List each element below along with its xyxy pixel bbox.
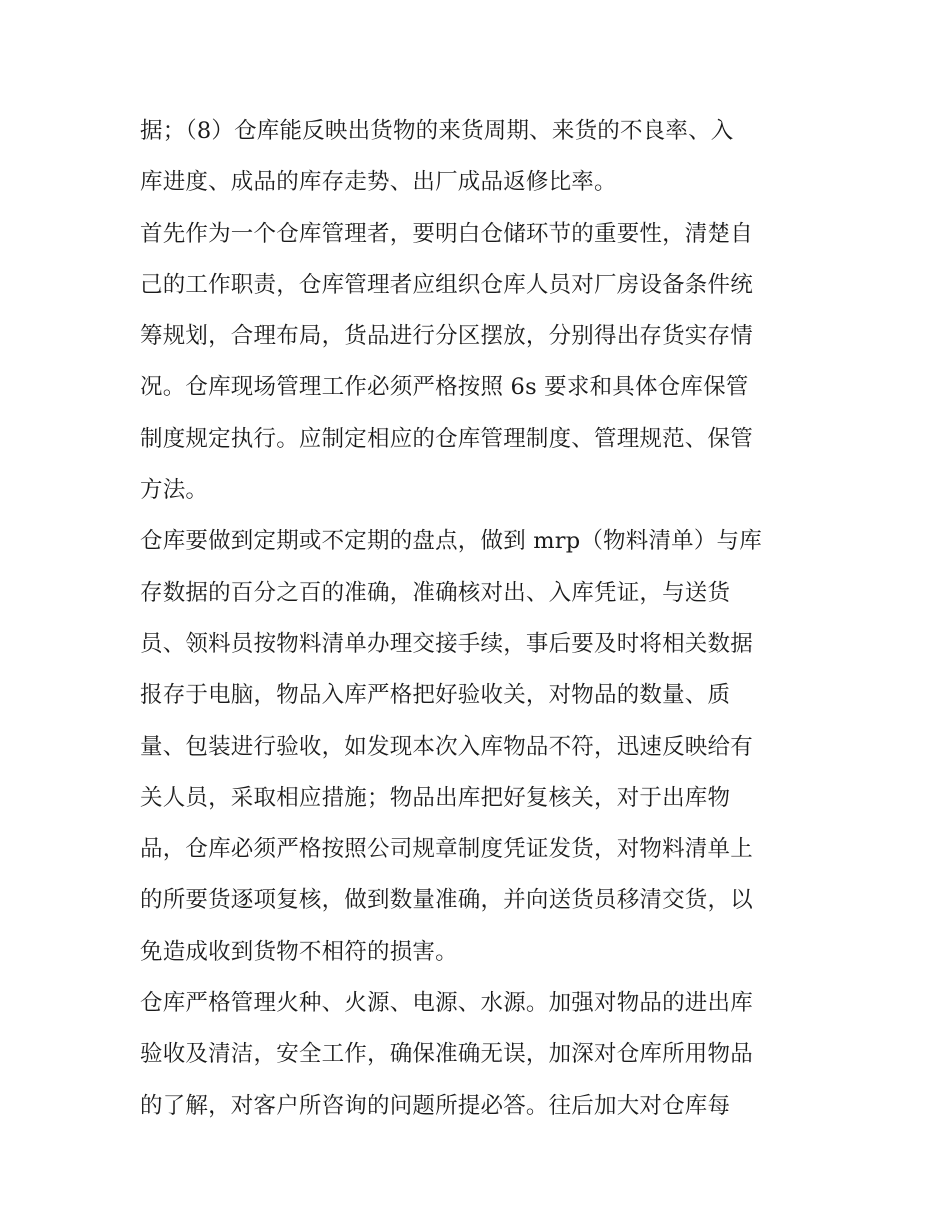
text-line: 量、包装进行验收，如发现本次入库物品不符，迅速反映给有 xyxy=(140,733,753,760)
text-line: 存数据的百分之百的准确，准确核对出、入库凭证，与送货 xyxy=(140,579,731,606)
document-body xyxy=(140,106,820,1132)
text-line: 己的工作职责，仓库管理者应组织仓库人员对厂房设备条件统 xyxy=(140,271,753,298)
paragraph xyxy=(140,516,820,978)
text-line: 关人员，采取相应措施；物品出库把好复核关，对于出库物 xyxy=(140,784,731,811)
text-line: 验收及清洁，安全工作，确保准确无误，加深对仓库所用物品 xyxy=(140,1041,753,1068)
text-line: 筹规划，合理布局，货品进行分区摆放，分别得出存货实存情 xyxy=(140,323,753,350)
text-line: 免造成收到货物不相符的损害。 xyxy=(140,938,458,965)
text-line: 仓库严格管理火种、火源、电源、水源。加强对物品的进出库 xyxy=(140,990,753,1017)
text-line: 仓库要做到定期或不定期的盘点，做到 mrp（物料清单）与库 xyxy=(140,528,762,555)
text-line: 员、领料员按物料清单办理交接手续，事后要及时将相关数据 xyxy=(140,630,753,657)
text-line: 的所要货逐项复核，做到数量准确，并向送货员移清交货，以 xyxy=(140,887,753,914)
paragraph xyxy=(140,209,820,517)
text-line: 首先作为一个仓库管理者，要明白仓储环节的重要性，清楚自 xyxy=(140,220,753,247)
text-line: 方法。 xyxy=(140,477,209,504)
text-line: 的了解，对客户所咨询的问题所提必答。往后加大对仓库每 xyxy=(140,1092,731,1119)
text-line: 制度规定执行。应制定相应的仓库管理制度、管理规范、保管 xyxy=(140,425,753,452)
text-line: 况。仓库现场管理工作必须严格按照 6s 要求和具体仓库保管 xyxy=(140,374,749,401)
text-line: 品，仓库必须严格按照公司规章制度凭证发货，对物料清单上 xyxy=(140,836,753,863)
paragraph xyxy=(140,106,820,209)
text-line: 据；（8）仓库能反映出货物的来货周期、来货的不良率、入 xyxy=(140,118,734,144)
paragraph xyxy=(140,978,820,1132)
text-line: 库进度、成品的库存走势、出厂成品返修比率。 xyxy=(140,169,617,196)
text-line: 报存于电脑，物品入库严格把好验收关，对物品的数量、质 xyxy=(140,682,731,709)
